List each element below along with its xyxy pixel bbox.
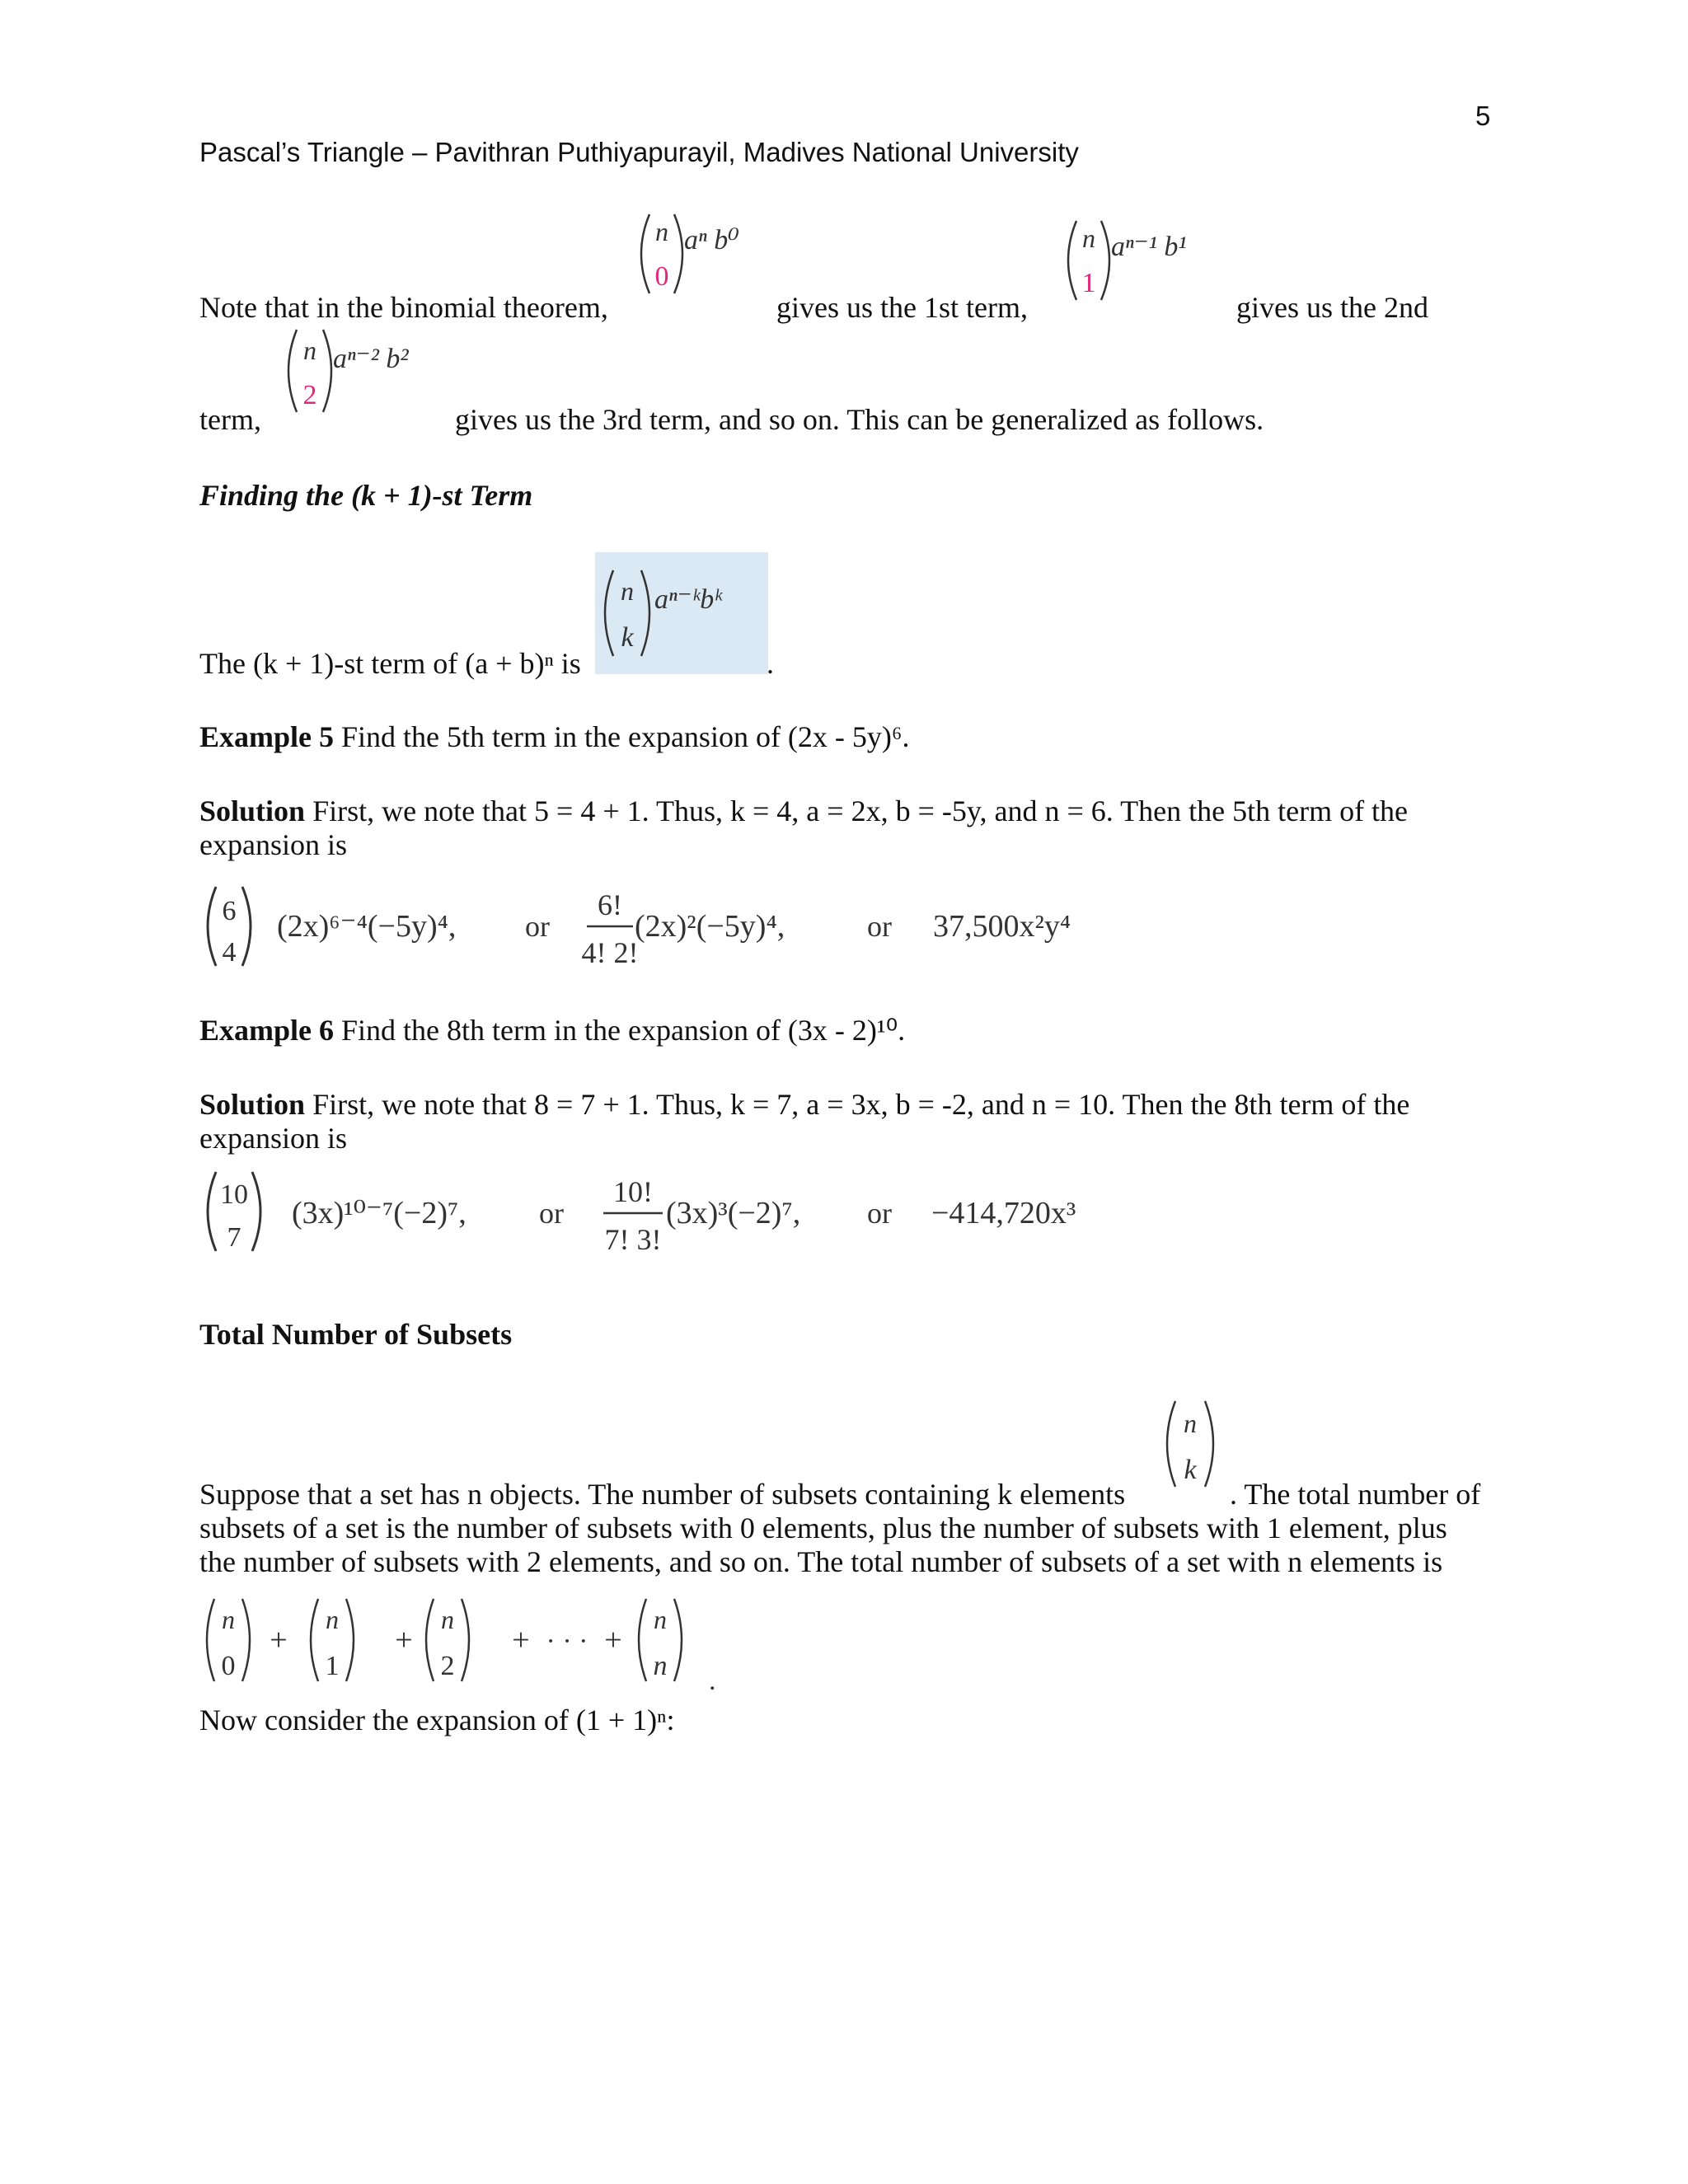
svg-text:0: 0 (221, 1651, 236, 1681)
svg-text:2: 2 (440, 1651, 455, 1681)
example5-equation (199, 874, 1106, 981)
solution-text-2: expansion is (199, 828, 347, 861)
binom-bottom: 1 (1081, 268, 1096, 298)
subsets-text-2: subsets of a set is the number of subsets with 0 elements, plus the number of subsets with 1 element, plus (199, 1511, 1447, 1544)
svg-text:6: 6 (222, 896, 237, 926)
svg-text:n: n (326, 1605, 339, 1634)
term-rest: aⁿ⁻ᵏbᵏ (654, 584, 722, 615)
svg-text:+: + (604, 1623, 622, 1657)
svg-text:+: + (512, 1623, 530, 1657)
binom-top: n (621, 576, 634, 606)
subsets-sum-equation (199, 1591, 727, 1698)
example6-solution (199, 1088, 1485, 1155)
running-header: Pascal’s Triangle – Pavithran Puthiyapurayil, Madives National University (199, 137, 1079, 167)
binom-bottom: 2 (302, 380, 317, 410)
svg-text:or: or (867, 910, 892, 943)
svg-text:· · ·: · · · (546, 1626, 588, 1657)
svg-text:n: n (441, 1605, 454, 1634)
example6-equation (199, 1162, 1123, 1269)
example5-label: Example 5 (199, 720, 335, 753)
binomial-term-third (279, 323, 443, 420)
svg-text:4! 2!: 4! 2! (581, 936, 639, 969)
example6-text: Find the 8th term in the expansion of (3x - 2)¹⁰. (341, 1014, 906, 1047)
kth-term-formula (595, 552, 768, 674)
svg-text:n: n (222, 1605, 235, 1634)
svg-text:10: 10 (220, 1179, 248, 1210)
svg-text:(3x)³(−2)⁷,: (3x)³(−2)⁷, (666, 1196, 801, 1230)
svg-text:6!: 6! (598, 888, 622, 921)
subsets-binom-nk (1159, 1396, 1221, 1495)
term-rest: aⁿ⁻¹ b¹ (1111, 232, 1187, 262)
binom-top: n (303, 335, 316, 365)
binomial-term-first (631, 208, 771, 300)
solution-label: Solution (199, 1088, 306, 1121)
svg-text:n: n (653, 1651, 668, 1681)
svg-text:10!: 10! (613, 1175, 653, 1208)
svg-text:7: 7 (227, 1222, 241, 1253)
svg-text:1: 1 (325, 1651, 340, 1681)
svg-text:37,500x²y⁴: 37,500x²y⁴ (933, 909, 1071, 944)
section-heading-kth-term: Finding the (k + 1)-st Term (199, 479, 533, 512)
example5-solution (199, 794, 1485, 862)
svg-text:−414,720x³: −414,720x³ (931, 1196, 1076, 1230)
solution-text: First, we note that 8 = 7 + 1. Thus, k = 7, a = 3x, b = -2, and n = 10. Then the 8th term of the (312, 1088, 1410, 1121)
svg-text:or: or (867, 1197, 892, 1230)
svg-text:4: 4 (222, 937, 237, 968)
svg-text:or: or (539, 1197, 564, 1230)
solution-label: Solution (199, 794, 306, 827)
svg-text:or: or (525, 910, 550, 943)
binom-bottom: k (621, 622, 634, 653)
binom-top: n (1082, 223, 1095, 253)
subsets-text-1b: . The total number of (1230, 1478, 1481, 1511)
binom-bottom: 0 (654, 261, 669, 292)
term-rest: aⁿ⁻² b² (333, 344, 409, 374)
solution-text-2: expansion is (199, 1122, 347, 1155)
svg-text:k: k (1184, 1455, 1197, 1485)
subsets-text-1a: Suppose that a set has n objects. The number of subsets containing k elements (199, 1478, 1126, 1511)
kth-term-period: . (767, 647, 774, 680)
svg-text:(3x)¹⁰⁻⁷(−2)⁷,: (3x)¹⁰⁻⁷(−2)⁷, (292, 1196, 467, 1230)
solution-text: First, we note that 5 = 4 + 1. Thus, k = 4, a = 2x, b = -5y, and n = 6. Then the 5th term of the (312, 794, 1409, 827)
svg-text:n: n (654, 1605, 667, 1634)
intro-text-5: gives us the 3rd term, and so on. This can be generalized as follows. (455, 403, 1264, 436)
example5-line (199, 720, 1485, 754)
intro-text-1: Note that in the binomial theorem, (199, 291, 608, 324)
term-rest: aⁿ b⁰ (684, 225, 739, 255)
svg-text:+: + (395, 1623, 413, 1657)
svg-text:+: + (270, 1623, 288, 1657)
svg-text:7! 3!: 7! 3! (604, 1223, 662, 1256)
svg-text:(2x)⁶⁻⁴(−5y)⁴,: (2x)⁶⁻⁴(−5y)⁴, (277, 909, 457, 944)
svg-text:(2x)²(−5y)⁴,: (2x)²(−5y)⁴, (635, 909, 785, 944)
intro-text-3: gives us the 2nd (1236, 291, 1428, 324)
intro-text-2: gives us the 1st term, (776, 291, 1028, 324)
example6-line (199, 1014, 1485, 1047)
example6-label: Example 6 (199, 1014, 335, 1047)
svg-text:n: n (1184, 1408, 1197, 1438)
example5-text: Find the 5th term in the expansion of (2x - 5y)⁶. (341, 720, 910, 753)
intro-text-4: term, (199, 403, 261, 436)
kth-term-statement: The (k + 1)-st term of (a + b)ⁿ is (199, 647, 581, 680)
section-heading-subsets: Total Number of Subsets (199, 1318, 513, 1351)
page-number: 5 (1475, 101, 1491, 131)
svg-text:.: . (709, 1666, 716, 1696)
subsets-text-3: the number of subsets with 2 elements, and so on. The total number of subsets of a set with n elements is (199, 1545, 1443, 1578)
binomial-term-second (1060, 216, 1225, 308)
binom-top: n (655, 217, 668, 246)
subsets-final-line: Now consider the expansion of (1 + 1)ⁿ: (199, 1704, 675, 1736)
